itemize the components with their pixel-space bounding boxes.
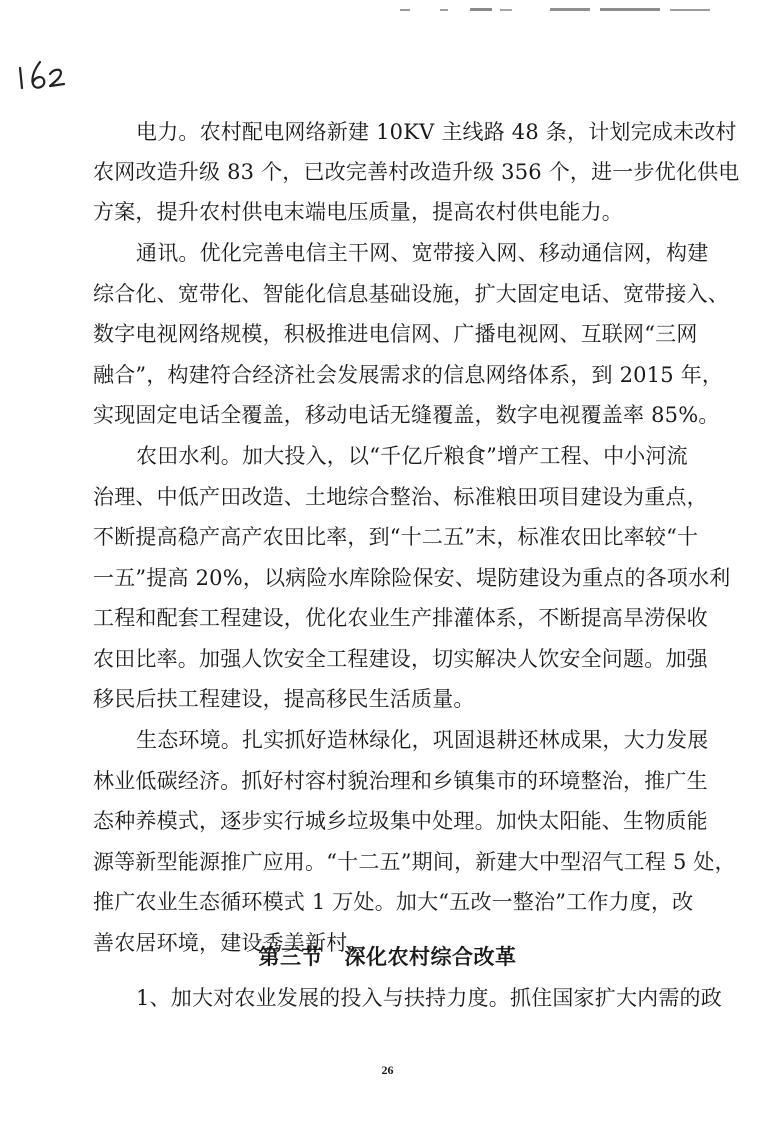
paragraph-line: 不断提高稳产高产农田比率，到“十二五”末，标准农田比率较“十 [93, 525, 699, 549]
paragraph-line: 工程和配套工程建设，优化农业生产排灌体系，不断提高旱涝保收 [93, 606, 708, 630]
paragraph-line: 农田比率。加强人饮安全工程建设，切实解决人饮安全问题。加强 [93, 647, 708, 671]
paragraph-line: 推广农业生态循环模式 1 万处。加大“五改一整治”工作力度，改 [93, 890, 694, 914]
section-title: 第三节 深化农村综合改革 [258, 945, 517, 969]
paragraph-line: 林业低碳经济。抓好村容村貌治理和乡镇集市的环境整治，推广生 [93, 769, 708, 793]
paragraph-line: 数字电视网络规模，积极推进电信网、广播电视网、互联网“三网 [93, 322, 698, 346]
handwritten-page-mark [16, 54, 68, 94]
paragraph-line: 移民后扶工程建设，提高移民生活质量。 [93, 687, 475, 711]
paragraph-line: 一五”提高 20%，以病险水库除险保安、堤防建设为重点的各项水利 [93, 566, 731, 590]
paragraph-line: 电力。农村配电网络新建 10KV 主线路 48 条，计划完成未改村 [136, 120, 737, 144]
paragraph-line: 治理、中低产田改造、土地综合整治、标准粮田项目建设为重点， [93, 485, 708, 509]
page-number: 26 [381, 1063, 394, 1077]
scan-artifact [400, 6, 730, 16]
paragraph-line: 1、加大对农业发展的投入与扶持力度。抓住国家扩大内需的政 [136, 986, 722, 1010]
paragraph-line: 生态环境。扎实抓好造林绿化，巩固退耕还林成果，大力发展 [136, 728, 709, 752]
paragraph-line: 综合化、宽带化、智能化信息基础设施，扩大固定电话、宽带接入、 [93, 282, 729, 306]
paragraph-line: 农田水利。加大投入，以“千亿斤粮食”增产工程、中小河流 [136, 444, 688, 468]
paragraph-line: 农网改造升级 83 个，已改完善村改造升级 356 个，进一步优化供电 [93, 160, 740, 184]
paragraph-line: 态种养模式，逐步实行城乡垃圾集中处理。加快太阳能、生物质能 [93, 809, 708, 833]
paragraph-line: 融合”，构建符合经济社会发展需求的信息网络体系，到 2015 年， [93, 363, 724, 387]
paragraph-line: 通讯。优化完善电信主干网、宽带接入网、移动通信网，构建 [136, 241, 709, 265]
paragraph-line: 善农居环境，建设秀美新村。 [93, 931, 369, 955]
paragraph-line: 方案，提升农村供电末端电压质量，提高农村供电能力。 [93, 200, 623, 224]
paragraph-line: 实现固定电话全覆盖，移动电话无缝覆盖，数字电视覆盖率 85%。 [93, 403, 720, 427]
paragraph-line: 源等新型能源推广应用。“十二五”期间，新建大中型沼气工程 5 处， [93, 850, 736, 874]
